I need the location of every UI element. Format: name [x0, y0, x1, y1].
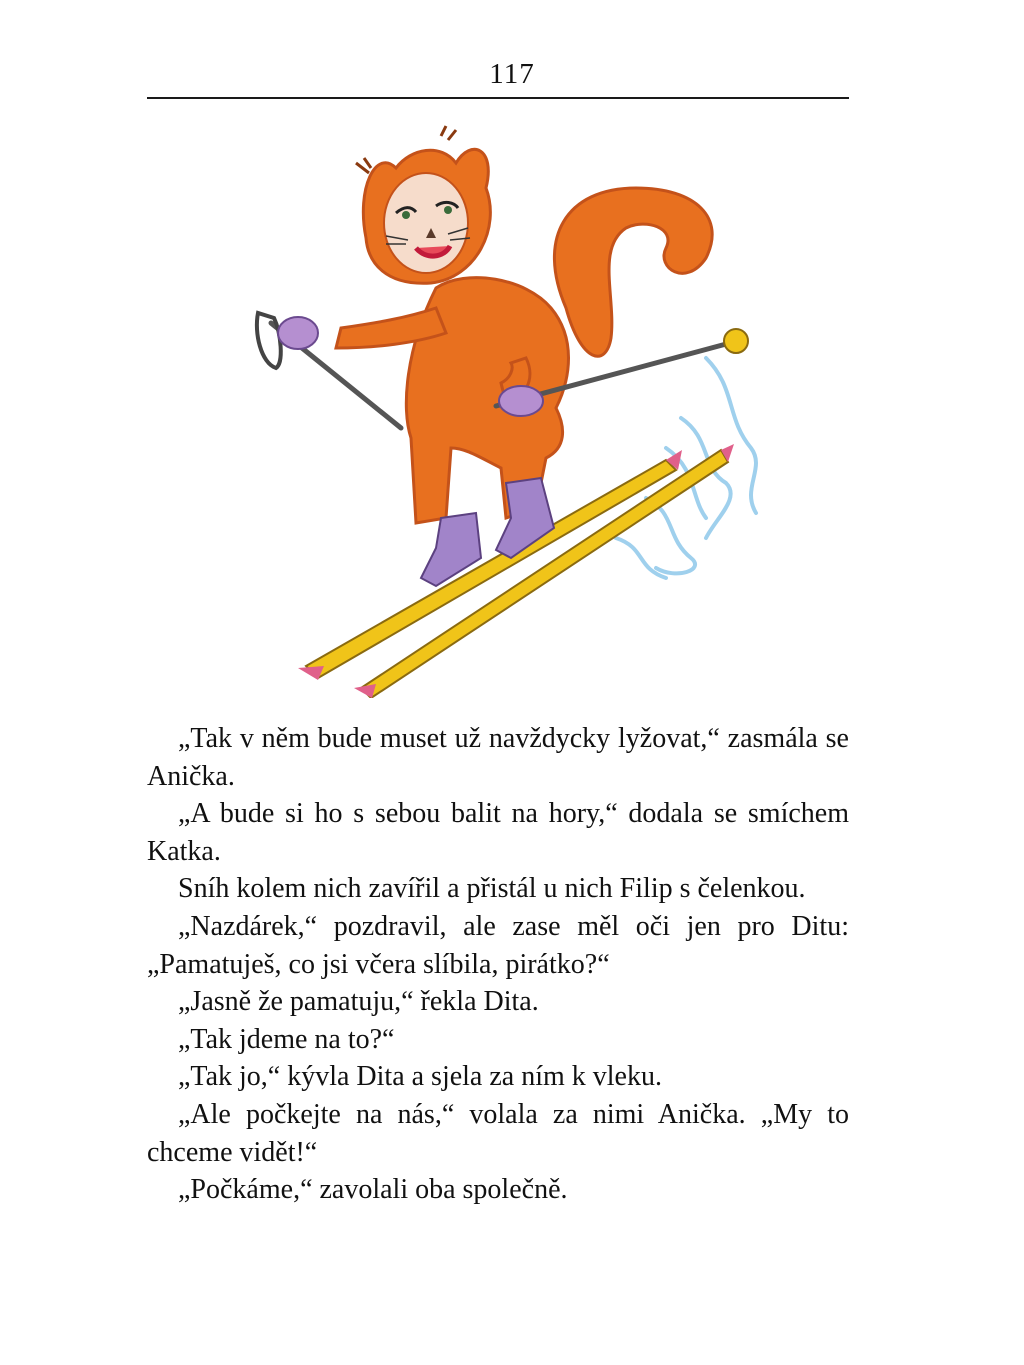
- paragraph: „Jasně že pamatuju,“ řekla Dita.: [178, 986, 539, 1018]
- paragraph: „Tak jdeme na to?“: [178, 1023, 395, 1055]
- squirrel-skier-illustration: [236, 118, 796, 698]
- paragraph: „Počkáme,“ zavolali oba společně.: [178, 1174, 568, 1206]
- paragraph: „Tak jo,“ kývla Dita a sjela za ním k vleku.: [178, 1061, 662, 1093]
- paragraph: „Tak v něm bude muset už navždycky lyžovat,“ zasmála se Anička.: [147, 723, 849, 792]
- paragraph: „A bude si ho s sebou balit na hory,“ dodala se smíchem Katka.: [147, 798, 849, 867]
- story-text: [147, 720, 849, 1209]
- header-rule: [147, 97, 849, 99]
- paragraph: „Ale počkejte na nás,“ volala za nimi Anička. „My to chceme vidět!“: [147, 1098, 849, 1168]
- paragraph: „Nazdárek,“ pozdravil, ale zase měl oči jen pro Ditu: „Pamatuješ, co jsi včera slíbila, pirátko?“: [147, 910, 849, 980]
- snow-spray: [616, 358, 756, 578]
- squirrel-tail: [554, 188, 712, 356]
- glove-left: [499, 386, 543, 416]
- glove-right: [278, 317, 318, 349]
- paragraph: Sníh kolem nich zavířil a přistál u nich Filip s čelenkou.: [178, 873, 806, 905]
- page-number: 117: [489, 58, 535, 90]
- face: [384, 173, 468, 273]
